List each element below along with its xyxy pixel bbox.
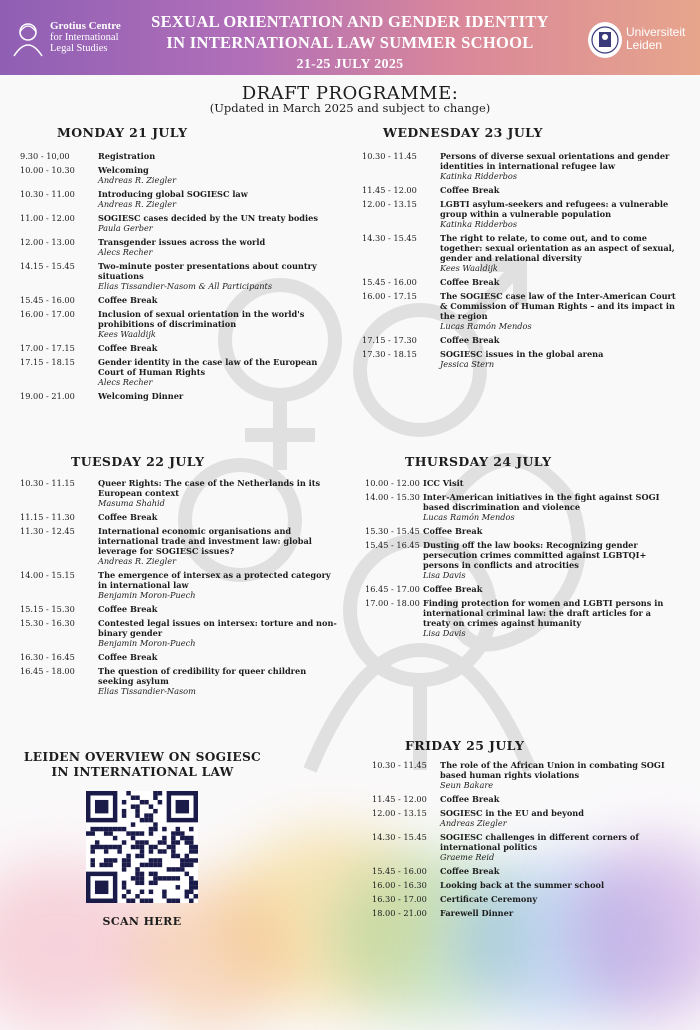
session-info [98,213,340,233]
session-title: Two-minute poster presentations about country situations [98,261,317,281]
session-time: 11.45 - 12.00 [362,185,417,195]
session-time: 10.00 - 12.00 [365,478,420,488]
session-info [98,652,340,662]
session-row [372,894,680,904]
session-time: 16.30 - 17.00 [372,894,427,904]
session-row [20,604,340,614]
wednesday-schedule [362,151,680,373]
session-info [98,261,340,291]
friday-heading: FRIDAY 25 JULY [405,738,525,753]
session-info [440,151,680,181]
session-info [440,808,680,828]
session-speaker: Andreas Ziegler [440,818,507,828]
session-info [440,794,680,804]
session-info [98,666,340,696]
qr-code[interactable] [86,791,198,903]
monday-heading: MONDAY 21 JULY [57,125,188,140]
session-title: Inter-American initiatives in the fight against SOGI based discrimination and violence [423,492,660,512]
session-speaker: Benjamin Moron-Puech [98,590,196,600]
session-info [98,309,340,339]
session-time: 14.30 - 15.45 [362,233,417,243]
session-row [365,526,680,536]
session-time: 15.45 - 16.45 [365,540,420,550]
session-info [423,598,680,638]
programme-title: DRAFT PROGRAMME: [241,83,459,104]
session-row [20,151,340,161]
session-time: 15.30 - 15.45 [365,526,420,536]
session-title: Coffee Break [98,604,158,614]
session-row [362,199,680,229]
session-row [372,866,680,876]
session-time: 15.45 - 16.00 [372,866,427,876]
session-title: Welcoming [98,165,149,175]
leiden-line1: Universiteit [626,25,686,39]
session-row [20,526,340,566]
session-time: 10.00 - 10.30 [20,165,75,175]
session-row [20,237,340,257]
overview-line1: LEIDEN OVERVIEW ON SOGIESC [23,750,262,764]
session-info [423,478,680,488]
session-title: The role of the African Union in combating SOGI based human rights violations [440,760,665,780]
session-row [362,233,680,273]
session-speaker: Kees Waaldijk [440,263,498,273]
session-title: Inclusion of sexual orientation in the world's prohibitions of discrimination [98,309,305,329]
session-row [20,295,340,305]
tuesday-heading: TUESDAY 22 JULY [71,454,205,469]
session-time: 14.30 - 15.45 [372,832,427,842]
session-info [423,540,680,580]
session-info [440,277,680,287]
session-row [365,598,680,638]
session-info [440,335,680,345]
session-time: 17.15 - 17.30 [362,335,417,345]
session-title: ICC Visit [423,478,464,488]
session-speaker: Alecs Recher [98,377,153,387]
session-time: 15.15 - 15.30 [20,604,75,614]
session-info [423,526,680,536]
grotius-centre-wordmark [50,21,121,54]
session-info [98,151,340,161]
session-row [20,213,340,233]
event-title [120,11,580,74]
session-speaker: Lisa Davis [423,570,466,580]
session-row [20,652,340,662]
session-info [440,185,680,195]
session-row [20,343,340,353]
session-row [20,618,340,648]
session-info [98,237,340,257]
friday-schedule [372,760,680,922]
session-title: Coffee Break [440,335,500,345]
session-time: 16.30 - 16.45 [20,652,75,662]
session-title: Transgender issues across the world [98,237,266,247]
session-time: 18.00 - 21.00 [372,908,427,918]
session-speaker: Lucas Ramón Mendos [423,512,515,522]
session-title: Looking back at the summer school [440,880,605,890]
session-row [362,277,680,287]
session-row [362,151,680,181]
session-info [440,894,680,904]
session-time: 11.30 - 12.45 [20,526,75,536]
session-title: Coffee Break [98,295,158,305]
session-row [372,760,680,790]
session-speaker: Lucas Ramón Mendos [440,321,532,331]
session-speaker: Andreas R. Ziegler [98,175,177,185]
event-dates: 21-25 JULY 2025 [296,57,404,72]
wednesday-heading: WEDNESDAY 23 JULY [383,125,543,140]
session-row [362,335,680,345]
session-row [20,357,340,387]
session-row [365,584,680,594]
session-time: 17.00 - 18.00 [365,598,420,608]
session-info [98,295,340,305]
session-row [362,291,680,331]
session-time: 12.00 - 13.00 [20,237,75,247]
session-info [440,233,680,273]
session-time: 15.45 - 16.00 [362,277,417,287]
session-speaker: Lisa Davis [423,628,466,638]
session-title: Persons of diverse sexual orientations and gender identities in international refugee law [440,151,670,171]
session-time: 16.00 - 17.15 [362,291,417,301]
session-info [440,866,680,876]
session-info [440,760,680,790]
session-row [372,794,680,804]
session-time: 12.00 - 13.15 [362,199,417,209]
session-info [98,357,340,387]
session-time: 17.00 - 17.15 [20,343,75,353]
session-info [98,570,340,600]
session-speaker: Elias Tissandier-Nasom [98,686,196,696]
session-row [20,309,340,339]
session-info [440,832,680,862]
session-info [440,880,680,890]
session-time: 16.45 - 18.00 [20,666,75,676]
tuesday-schedule [20,478,340,700]
grotius-sub1: for International [50,32,119,43]
session-time: 16.00 - 17.00 [20,309,75,319]
session-title: SOGIESC challenges in different corners of international politics [440,832,639,852]
overview-line2: IN INTERNATIONAL LAW [51,765,234,779]
session-time: 14.00 - 15.15 [20,570,75,580]
session-speaker: Katinka Ridderbos [440,171,518,181]
session-info [440,199,680,229]
session-title: The emergence of intersex as a protected category in international law [98,570,331,590]
session-time: 16.00 - 16.30 [372,880,427,890]
session-info [98,165,340,185]
session-row [362,349,680,369]
session-info [423,584,680,594]
session-title: Introducing global SOGIESC law [98,189,248,199]
session-speaker: Andreas R. Ziegler [98,199,177,209]
session-time: 19.00 - 21.00 [20,391,75,401]
session-info [440,908,680,918]
leiden-wordmark [626,26,685,52]
session-row [365,492,680,522]
session-info [98,526,340,566]
thursday-schedule [365,478,680,642]
session-time: 11.15 - 11.30 [20,512,75,522]
session-time: 11.45 - 12.00 [372,794,427,804]
session-time: 16.45 - 17.00 [365,584,420,594]
session-info [98,391,340,401]
grotius-centre-logo-icon [10,20,46,58]
session-title: SOGIESC issues in the global arena [440,349,604,359]
session-row [20,666,340,696]
session-row [20,478,340,508]
overview-heading [15,750,270,780]
session-info [98,604,340,614]
session-title: Dusting off the law books: Recognizing gender persecution crimes committed against LGBTQI+ persons in conflicts and atrocities [423,540,647,570]
session-title: Coffee Break [423,526,483,536]
session-title: Coffee Break [98,512,158,522]
session-speaker: Alecs Recher [98,247,153,257]
session-speaker: Graeme Reid [440,852,495,862]
session-time: 10.30 - 11.00 [20,189,75,199]
session-row [372,808,680,828]
session-info [98,189,340,209]
session-info [440,291,680,331]
session-speaker: Jessica Stern [440,359,495,369]
grotius-sub2: Legal Studies [50,43,108,54]
session-speaker: Seun Bakare [440,780,494,790]
session-row [372,832,680,862]
session-title: Registration [98,151,156,161]
session-time: 17.30 - 18.15 [362,349,417,359]
session-time: 14.15 - 15.45 [20,261,75,271]
session-title: Coffee Break [423,584,483,594]
grotius-name: Grotius Centre [50,20,121,32]
header-banner [0,0,700,75]
session-title: Coffee Break [440,185,500,195]
session-time: 10.30 - 11.45 [372,760,427,770]
session-time: 11.00 - 12.00 [20,213,75,223]
session-info [423,492,680,522]
session-row [20,512,340,522]
leiden-university-seal-icon [588,22,622,58]
session-time: 15.30 - 16.30 [20,618,75,628]
session-title: Farewell Dinner [440,908,514,918]
session-title: Coffee Break [440,277,500,287]
session-row [20,391,340,401]
session-speaker: Elias Tissandier-Nasom & All Participants [98,281,273,291]
session-speaker: Andreas R. Ziegler [98,556,177,566]
session-speaker: Paula Gerber [98,223,153,233]
session-time: 10.30 - 11.45 [362,151,417,161]
event-title-line2: IN INTERNATIONAL LAW SUMMER SCHOOL [166,33,534,52]
session-info [98,618,340,648]
session-title: Finding protection for women and LGBTI persons in international criminal law: the draft articles for a treaty on crimes against humanity [423,598,664,628]
session-row [365,478,680,488]
session-time: 15.45 - 16.00 [20,295,75,305]
session-time: 14.00 - 15.30 [365,492,420,502]
session-title: Coffee Break [98,652,158,662]
session-speaker: Katinka Ridderbos [440,219,518,229]
session-title: International economic organisations and international trade and investment law: global leverage for SOGIESC issues? [98,526,312,556]
session-title: The right to relate, to come out, and to come together: sexual orientation as an aspect of sexual, gender and relational diversity [440,233,675,263]
session-info [98,512,340,522]
session-row [20,165,340,185]
session-time: 9.30 - 10,00 [20,151,70,161]
session-title: Coffee Break [98,343,158,353]
monday-schedule [20,151,340,405]
session-row [20,189,340,209]
session-row [365,540,680,580]
thursday-heading: THURSDAY 24 JULY [405,454,552,469]
session-title: Coffee Break [440,866,500,876]
session-title: Coffee Break [440,794,500,804]
programme-subtitle: (Updated in March 2025 and subject to change) [209,101,491,115]
session-info [98,478,340,508]
session-info [440,349,680,369]
session-row [372,908,680,918]
session-title: SOGIESC in the EU and beyond [440,808,584,818]
session-title: Gender identity in the case law of the European Court of Human Rights [98,357,318,377]
session-speaker: Kees Waaldijk [98,329,156,339]
session-title: Contested legal issues on intersex: torture and non-binary gender [98,618,337,638]
session-row [20,570,340,600]
session-title: The question of credibility for queer children seeking asylum [98,666,307,686]
session-row [20,261,340,291]
session-title: SOGIESC cases decided by the UN treaty bodies [98,213,318,223]
session-info [98,343,340,353]
session-row [362,185,680,195]
session-time: 10.30 - 11.15 [20,478,75,488]
event-title-line1: SEXUAL ORIENTATION AND GENDER IDENTITY [151,12,549,31]
session-title: The SOGIESC case law of the Inter-American Court & Commission of Human Rights – and its impact in the region [440,291,676,321]
session-title: LGBTI asylum-seekers and refugees: a vulnerable group within a vulnerable population [440,199,669,219]
session-time: 17.15 - 18.15 [20,357,75,367]
scan-here-label: SCAN HERE [102,915,182,928]
session-title: Certificate Ceremony [440,894,538,904]
session-row [372,880,680,890]
session-title: Welcoming Dinner [98,391,184,401]
session-title: Queer Rights: The case of the Netherlands in its European context [98,478,321,498]
session-speaker: Benjamin Moron-Puech [98,638,196,648]
leiden-line2: Leiden [626,38,663,52]
session-speaker: Masuma Shahid [98,498,165,508]
session-time: 12.00 - 13.15 [372,808,427,818]
